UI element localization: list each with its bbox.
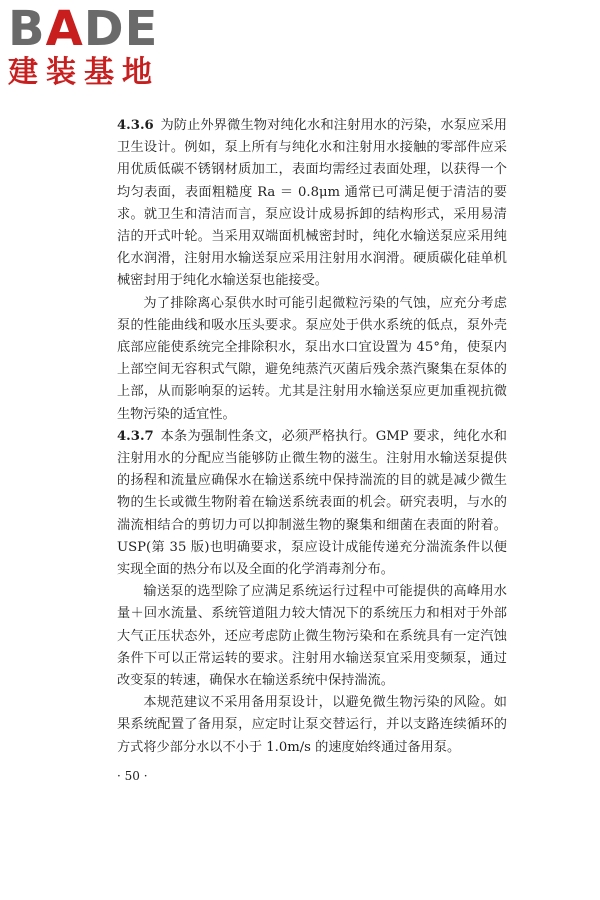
- clause-number: 4.3.7: [117, 428, 154, 444]
- publisher-logo: [8, 1, 178, 90]
- paragraph-text: 本条为强制性条文，必须严格执行。GMP 要求，纯化水和注射用水的分配应当能够防止微生物的滋生。注射用水输送泵提供的扬程和流量应确保水在输送系统中保持湍流的目的就是减少微生物的生长或微生物附着在输送系统表面的机会。研究表明，与水的湍流相结合的剪切力可以抑制滋生物的聚集和细菌在表面的附着。USP(第 35 版)也明确要求，泵应设计成能传递充分湍流条件以便实现全面的热分布以及全面的化学消毒剂分布。: [117, 428, 507, 578]
- paragraph: [117, 426, 507, 581]
- document-body: [117, 115, 507, 787]
- logo-wordmark: BADE: [8, 1, 159, 57]
- logo-subtitle: 建装基地: [8, 55, 160, 90]
- clause-number: 4.3.6: [117, 118, 154, 133]
- paragraph: 为了排除离心泵供水时可能引起微粒污染的气蚀，应充分考虑泵的性能曲线和吸水压头要求。泵应处于供水系统的低点，泵外壳底部应能使系统完全排除积水，泵出水口宜设置为 45°角，使泵内上部空间无容积式气隙，避免纯蒸汽灭菌后残余蒸汽聚集在泵体的上部，从而影响泵的运转。尤其是注射用水输送泵应更加重视抗微生物污染的适宜性。: [117, 295, 507, 422]
- paragraph: [117, 115, 507, 293]
- paragraph: 输送泵的选型除了应满足系统运行过程中可能提供的高峰用水量＋回水流量、系统管道阻力较大情况下的系统压力和相对于外部大气正压状态外，还应考虑防止微生物污染和在系统具有一定汽蚀条件下可以正常运转的要求。注射用水输送泵宜采用变频泵，通过改变泵的转速，确保水在输送系统中保持湍流。: [117, 584, 507, 689]
- paragraph-text: 为防止外界微生物对纯化水和注射用水的污染，水泵应采用卫生设计。例如，泵上所有与纯化水和注射用水接触的零部件应采用优质低碳不锈钢材质加工，表面均需经过表面处理，以获得一个均匀表面，表面粗糙度 Ra ＝ 0.8μm 通常已可满足便于清洁的要求。就卫生和清洁而言，泵应设计成易拆卸的结构形式，采用易清洁的开式叶轮。当采用双端面机械密封时，纯化水输送泵应采用纯化水润滑，注射用水输送泵应采用注射用水润滑。硬质碳化硅单机械密封用于纯化水输送泵也能接受。: [117, 118, 507, 289]
- paragraph: 本规范建议不采用备用泵设计，以避免微生物污染的风险。如果系统配置了备用泵，应定时让泵交替运行，并以支路连续循环的方式将少部分水以不小于 1.0m/s 的速度始终通过备用泵。: [117, 695, 507, 755]
- page-number: · 50 ·: [117, 768, 148, 783]
